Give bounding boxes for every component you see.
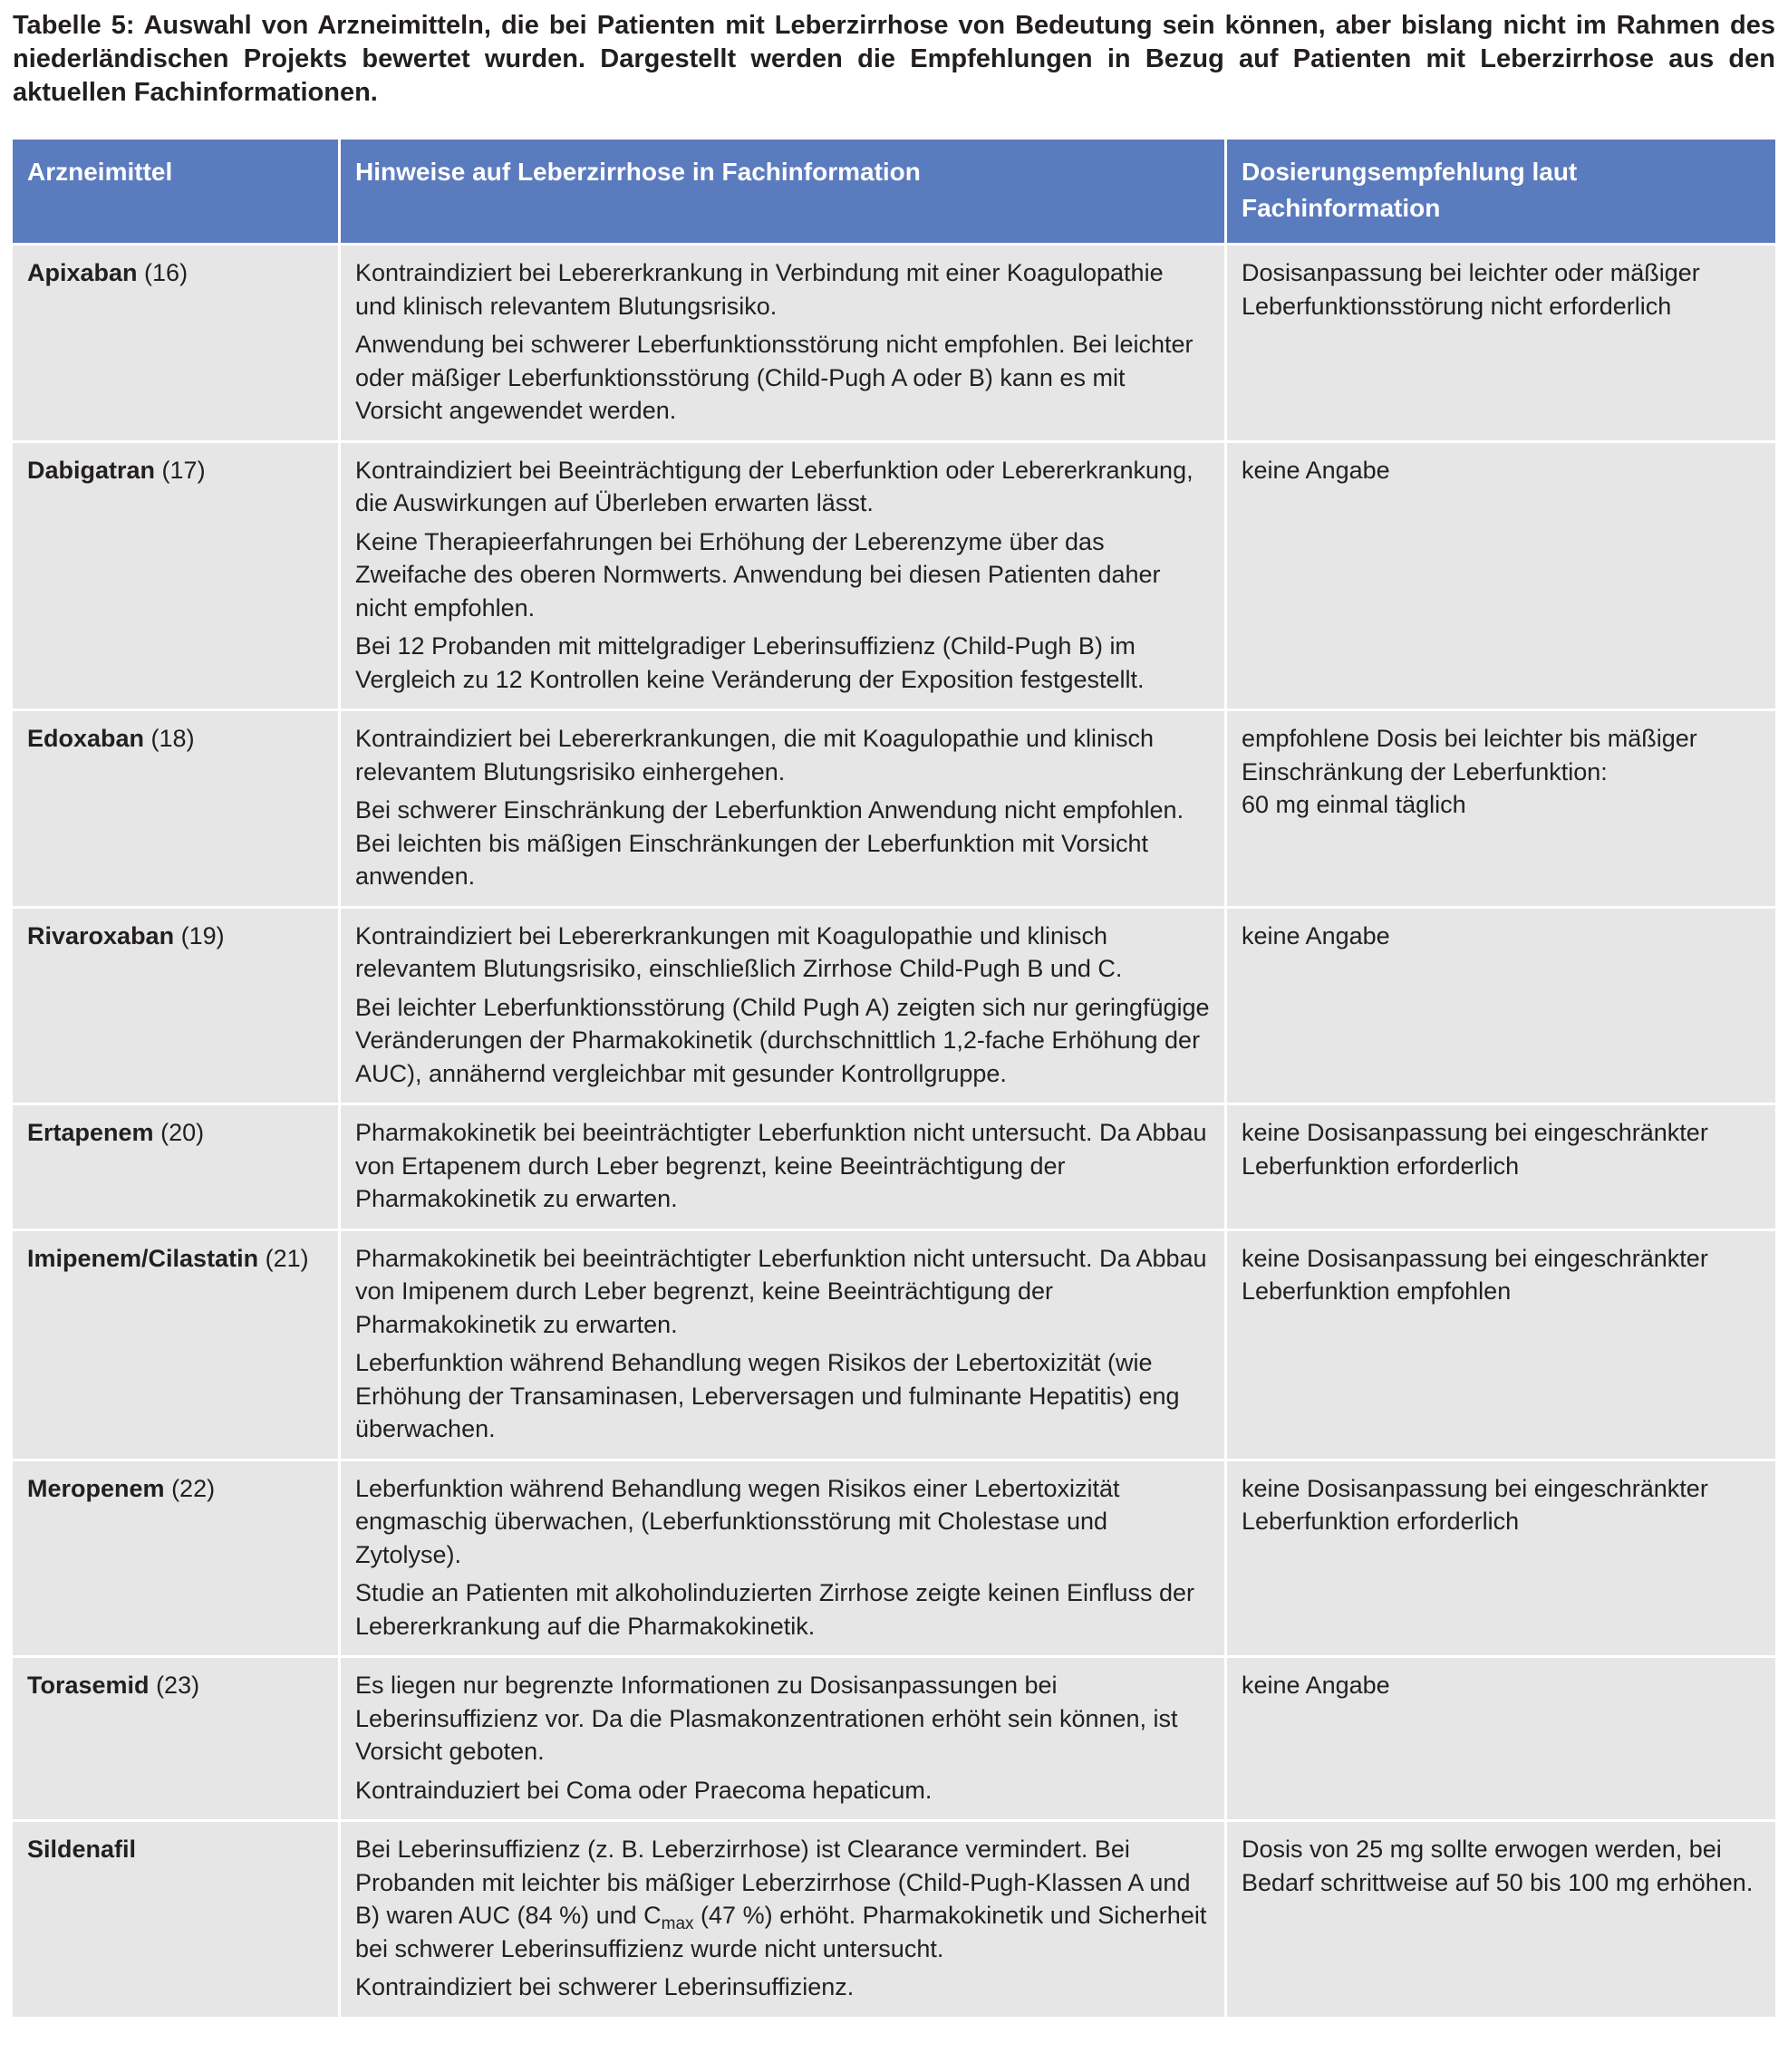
hint-paragraph: Pharmakokinetik bei beeinträchtigter Leberfunktion nicht untersucht. Da Abbau von Ertapenem durch Leber begrenzt, keine Beeinträchtigung der Pharmakokinetik zu erwarten. [355, 1119, 1207, 1212]
drug-cell [13, 909, 338, 1103]
table-row [13, 443, 1775, 709]
dosing-paragraph: keine Angabe [1242, 456, 1390, 484]
hints-cell [341, 1231, 1224, 1459]
drug-name: Dabigatran [27, 456, 156, 484]
hint-paragraph: Kontraindiziert bei schwerer Leberinsuffizienz. [355, 1973, 855, 2000]
drug-name: Imipenem/Cilastatin [27, 1244, 259, 1272]
hints-cell [341, 711, 1224, 906]
table-row [13, 711, 1775, 906]
hint-paragraph: Bei schwerer Einschränkung der Leberfunktion Anwendung nicht empfohlen. Bei leichten bis mäßigen Einschränkungen der Leberfunktion mit Vorsicht anwenden. [355, 796, 1184, 890]
header-hints: Hinweise auf Leberzirrhose in Fachinformation [341, 140, 1224, 243]
dosing-cell [1227, 1658, 1775, 1819]
hint-paragraph [355, 1833, 1210, 1965]
hint-text: Bei Leberinsuffizienz (z. B. Leberzirrhose) ist Clearance vermindert. Bei Probanden mit leichter bis mäßiger Leberzirrhose (Child-Pugh-Klassen A und B) waren AUC (84 %) und C [355, 1836, 1191, 1929]
hint-paragraph: Bei leichter Leberfunktionsstörung (Child Pugh A) zeigten sich nur geringfügige Veränderungen der Pharmakokinetik (durchschnittlich 1,2-fache Erhöhung der AUC), annähernd vergleichbar mit gesunder Kontrollgruppe. [355, 993, 1210, 1087]
drug-table [10, 137, 1778, 2019]
table-row [13, 1658, 1775, 1819]
hints-cell [341, 909, 1224, 1103]
drug-name: Sildenafil [27, 1836, 137, 1863]
hint-paragraph: Kontraindiziert bei Beeinträchtigung der Leberfunktion oder Lebererkrankung, die Auswirkungen auf Überleben erwarten lässt. [355, 456, 1194, 516]
drug-name: Rivaroxaban [27, 921, 175, 949]
hint-paragraph: Leberfunktion während Behandlung wegen Risikos einer Lebertoxizität engmaschig überwachen, (Leberfunktionsstörung mit Cholestase und Zytolyse). [355, 1474, 1120, 1568]
hint-paragraph: Pharmakokinetik bei beeinträchtigter Leberfunktion nicht untersucht. Da Abbau von Imipenem durch Leber begrenzt, keine Beeinträchtigung der Pharmakokinetik zu erwarten. [355, 1244, 1207, 1338]
dosing-cell [1227, 246, 1775, 440]
hints-cell [341, 1461, 1224, 1656]
table-row [13, 1822, 1775, 2017]
drug-ref: (19) [180, 921, 225, 949]
drug-name: Torasemid [27, 1672, 150, 1699]
table-row [13, 1105, 1775, 1229]
drug-ref: (22) [171, 1474, 216, 1502]
dosing-paragraph: empfohlene Dosis bei leichter bis mäßiger Einschränkung der Leberfunktion: [1242, 725, 1697, 785]
drug-name: Meropenem [27, 1474, 165, 1502]
drug-name: Edoxaban [27, 725, 145, 752]
hint-text: (47 %) erhöht. Pharmakokinetik und Sicherheit bei schwerer Leberinsuffizienz wurde nicht untersucht. [355, 1902, 1207, 1962]
hint-paragraph: Kontraindiziert bei Lebererkrankungen mit Koagulopathie und klinisch relevantem Blutungsrisiko, einschließlich Zirrhose Child-Pugh B und C. [355, 921, 1123, 982]
dosing-paragraph: Dosisanpassung bei leichter oder mäßiger Leberfunktionsstörung nicht erforderlich [1242, 259, 1700, 320]
dosing-cell [1227, 443, 1775, 709]
drug-cell [13, 711, 338, 906]
hints-cell [341, 443, 1224, 709]
hint-paragraph: Leberfunktion während Behandlung wegen Risikos der Lebertoxizität (wie Erhöhung der Transaminasen, Leberversagen und fulminante Hepatitis) eng überwachen. [355, 1349, 1180, 1442]
cmax-subscript: max [661, 1914, 694, 1933]
dosing-cell [1227, 711, 1775, 906]
table-row [13, 246, 1775, 440]
drug-cell [13, 1658, 338, 1819]
drug-ref: (16) [144, 259, 188, 286]
drug-cell [13, 443, 338, 709]
dosing-paragraph: keine Dosisanpassung bei eingeschränkter Leberfunktion erforderlich [1242, 1474, 1708, 1535]
drug-cell [13, 1461, 338, 1656]
drug-name: Apixaban [27, 259, 138, 286]
drug-cell [13, 1822, 338, 2017]
hint-paragraph: Es liegen nur begrenzte Informationen zu Dosisanpassungen bei Leberinsuffizienz vor. Da die Plasmakonzentrationen erhöht sein können, ist Vorsicht geboten. [355, 1672, 1178, 1765]
hints-cell [341, 1822, 1224, 2017]
drug-ref: (17) [161, 456, 206, 484]
dosing-cell [1227, 909, 1775, 1103]
drug-cell [13, 246, 338, 440]
dosing-paragraph: 60 mg einmal täglich [1242, 791, 1466, 818]
drug-ref: (20) [160, 1119, 205, 1146]
hint-paragraph: Keine Therapieerfahrungen bei Erhöhung der Leberenzyme über das Zweifache des oberen Normwerts. Anwendung bei diesen Patienten daher nicht empfohlen. [355, 527, 1161, 622]
table-row [13, 1461, 1775, 1656]
dosing-paragraph: keine Dosisanpassung bei eingeschränkter Leberfunktion empfohlen [1242, 1244, 1708, 1305]
table-body [13, 246, 1775, 2017]
header-drug: Arzneimittel [13, 140, 338, 243]
hint-paragraph: Studie an Patienten mit alkoholinduzierten Zirrhose zeigte keinen Einfluss der Lebererkrankung auf die Pharmakokinetik. [355, 1579, 1195, 1640]
dosing-cell [1227, 1231, 1775, 1459]
dosing-cell [1227, 1461, 1775, 1656]
drug-name: Ertapenem [27, 1119, 154, 1146]
dosing-paragraph: Dosis von 25 mg sollte erwogen werden, bei Bedarf schrittweise auf 50 bis 100 mg erhöhen. [1242, 1836, 1754, 1896]
drug-cell [13, 1231, 338, 1459]
hint-paragraph: Bei 12 Probanden mit mittelgradiger Leberinsuffizienz (Child-Pugh B) im Vergleich zu 12 Kontrollen keine Veränderung der Exposition festgestellt. [355, 632, 1145, 693]
header-dosing: Dosierungsempfehlung laut Fachinformation [1227, 140, 1775, 243]
table-header-row [13, 140, 1775, 243]
dosing-paragraph: keine Angabe [1242, 921, 1390, 949]
drug-ref: (18) [150, 725, 195, 752]
dosing-cell [1227, 1105, 1775, 1229]
table-row [13, 1231, 1775, 1459]
hint-paragraph: Kontraindiziert bei Lebererkrankung in Verbindung mit einer Koagulopathie und klinisch relevantem Blutungsrisiko. [355, 259, 1164, 320]
dosing-paragraph: keine Dosisanpassung bei eingeschränkter Leberfunktion erforderlich [1242, 1119, 1708, 1180]
drug-ref: (21) [265, 1244, 309, 1272]
hint-paragraph: Anwendung bei schwerer Leberfunktionsstörung nicht empfohlen. Bei leichter oder mäßiger Leberfunktionsstörung (Child-Pugh A oder B) kann es mit Vorsicht angewendet werden. [355, 331, 1194, 424]
drug-cell [13, 1105, 338, 1229]
hints-cell [341, 1658, 1224, 1819]
dosing-paragraph: keine Angabe [1242, 1672, 1390, 1699]
hint-paragraph: Kontraindiziert bei Lebererkrankungen, die mit Koagulopathie und klinisch relevantem Blutungsrisiko einhergehen. [355, 725, 1155, 785]
hints-cell [341, 246, 1224, 440]
table-caption: Tabelle 5: Auswahl von Arzneimitteln, die bei Patienten mit Leberzirrhose von Bedeutung sein können, aber bislang nicht im Rahmen des niederländischen Projekts bewertet wurden. Dargestellt werden die Empfehlungen in Bezug auf Patienten mit Leberzirrhose aus den aktuellen Fachinformationen. [13, 11, 1775, 107]
table-row [13, 909, 1775, 1103]
hint-paragraph: Kontrainduziert bei Coma oder Praecoma hepaticum. [355, 1776, 933, 1804]
hints-cell [341, 1105, 1224, 1229]
drug-ref: (23) [156, 1672, 200, 1699]
dosing-cell [1227, 1822, 1775, 2017]
